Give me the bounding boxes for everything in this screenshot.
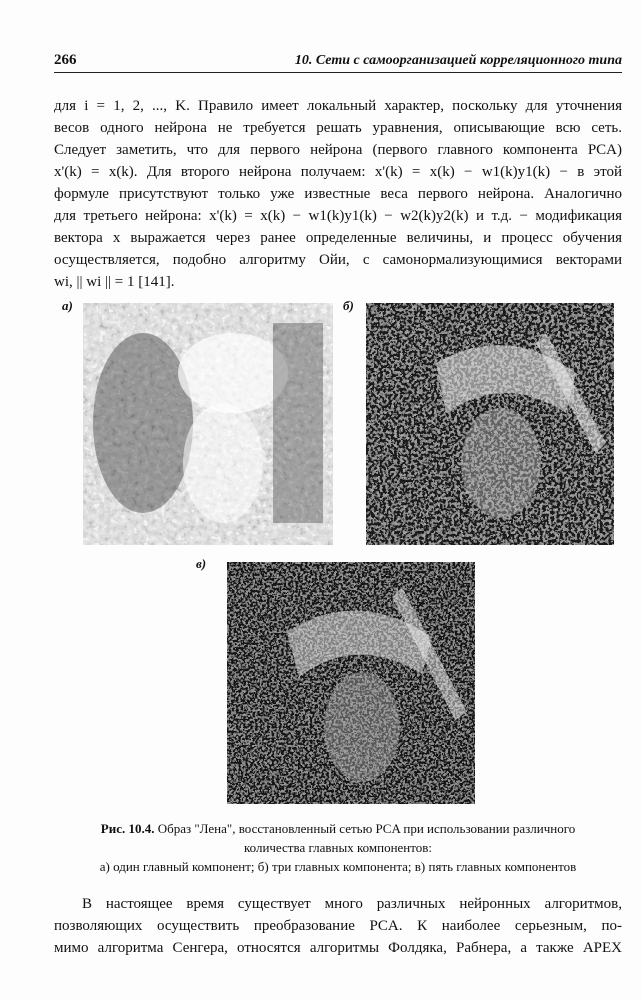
text-line: весов одного нейрона не требуется решать уравнения, описывающие всю сеть.: [54, 120, 622, 136]
panel-label-c: в): [196, 556, 207, 571]
chapter-title: 10. Сети с самоорганизацией корреляционного типа: [294, 53, 622, 68]
text-line: wi, || wi || = 1 [141].: [54, 274, 175, 290]
text-line: вектора x выражается через ранее определенные величины, и процесс обучения: [54, 230, 622, 246]
lena-panel-a: [83, 303, 333, 545]
panel-label-b: б): [343, 298, 354, 313]
running-header: [54, 52, 622, 73]
caption-text: Образ "Лена", восстановленный сетью PCA при использовании различного: [157, 821, 576, 836]
text-line: x'(k) = x(k). Для второго нейрона получаем: x'(k) = x(k) − w1(k)y1(k) − в этой: [54, 164, 622, 180]
paragraph-algorithms: [54, 893, 622, 959]
text-line: формуле присутствуют только уже известные веса первого нейрона. Аналогично: [54, 186, 622, 202]
caption-line-2: количества главных компонентов:: [243, 840, 433, 855]
figure-caption: [54, 819, 622, 876]
lena-3-components-image: [366, 303, 614, 545]
caption-line-3: а) один главный компонент; б) три главных компонента; в) пять главных компонентов: [99, 859, 577, 874]
lena-panel-c: [227, 562, 475, 804]
lena-panel-b: [366, 303, 614, 545]
panel-label-a: а): [62, 298, 73, 313]
page-number: 266: [54, 52, 77, 68]
text-line: для i = 1, 2, ..., K. Правило имеет локальный характер, поскольку для уточнения: [54, 98, 622, 114]
text-line: В настоящее время существует много различных нейронных алгоритмов,: [82, 896, 622, 912]
caption-line-1: [54, 819, 622, 838]
text-line: для третьего нейрона: x'(k) = x(k) − w1(k)y1(k) − w2(k)y2(k) и т.д. − модификация: [54, 208, 622, 224]
paragraph-intro: [54, 95, 622, 293]
lena-1-component-image: [83, 303, 333, 545]
lena-5-components-image: [227, 562, 475, 804]
figure-label: Рис. 10.4.: [100, 821, 155, 836]
text-line: осуществляется, подобно алгоритму Ойи, с самонормализующимися векторами: [54, 252, 622, 268]
text-line: мимо алгоритма Сенгера, относятся алгоритмы Фолдяка, Рабнера, а также APEX: [54, 940, 622, 956]
text-line: Следует заметить, что для первого нейрона (первого главного компонента PCA): [54, 142, 622, 158]
text-line: позволяющих осуществить преобразование PCA. К наиболее серьезным, по-: [54, 918, 622, 934]
